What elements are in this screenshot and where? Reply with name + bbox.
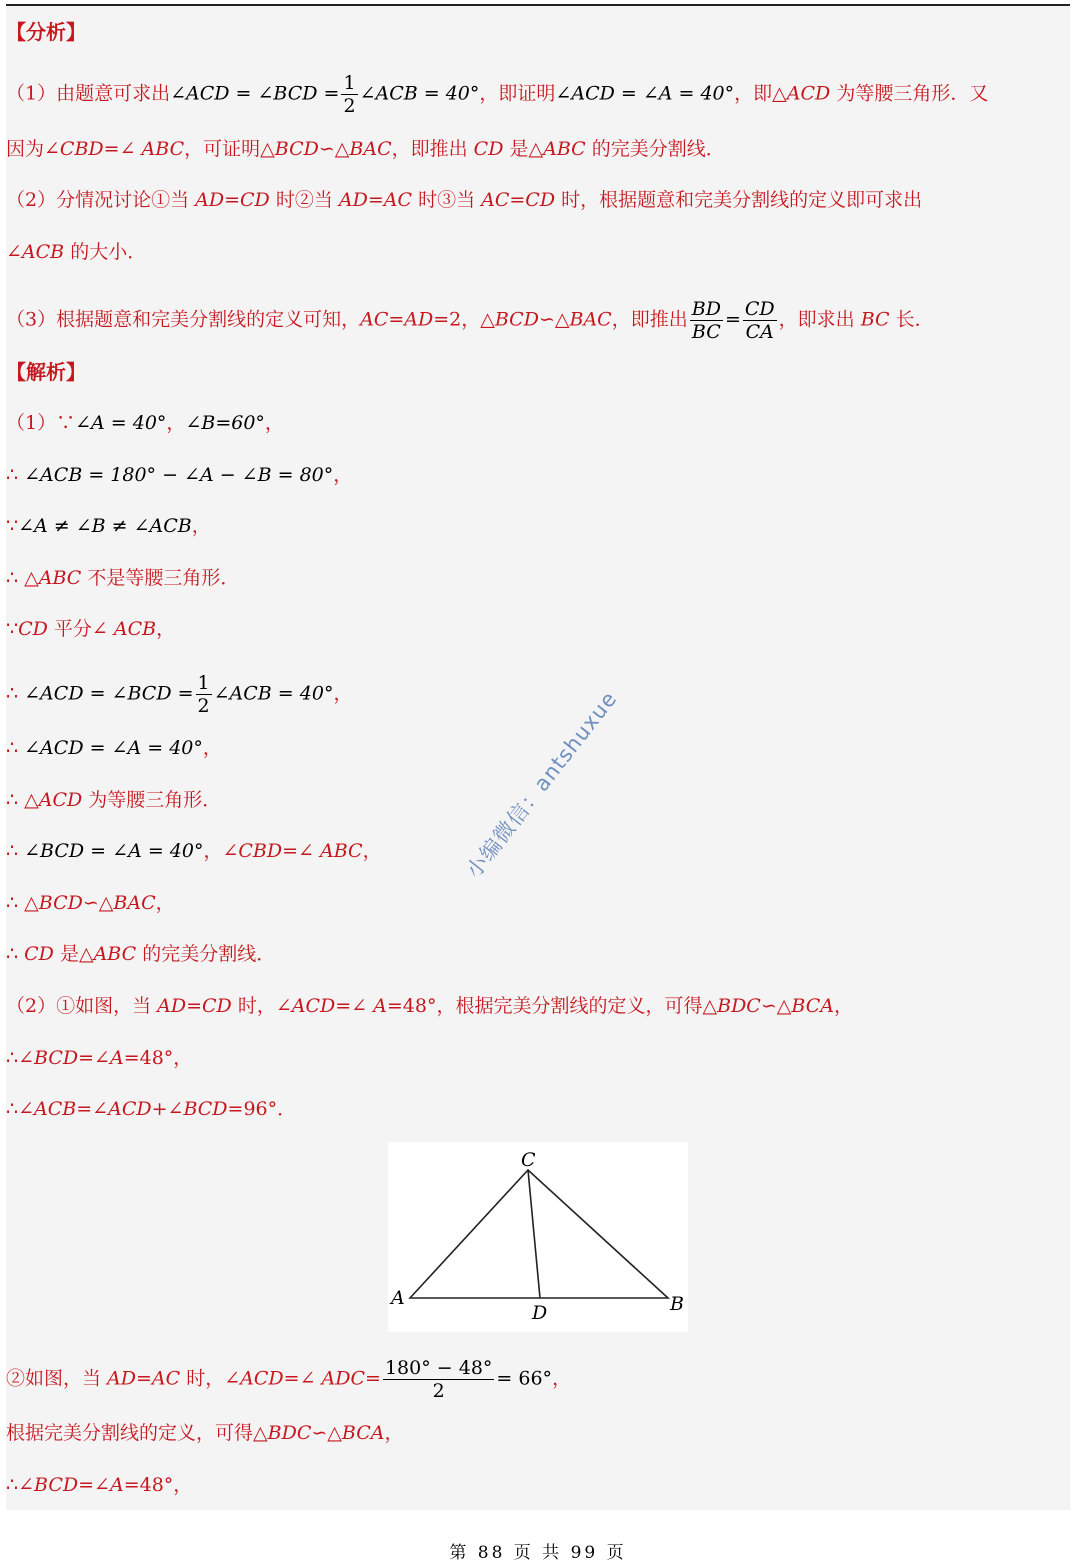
solution-line-8: ∴ △ACD 为等腰三角形． <box>6 789 222 811</box>
triangle-diagram <box>388 1142 688 1332</box>
solution-line-16: 根据完美分割线的定义，可得△BDC∽△BCA， <box>6 1422 404 1444</box>
analysis-heading: 【分析】 <box>6 20 86 44</box>
solution-line-14: ∴∠ACB=∠ACD+∠BCD=96°． <box>6 1098 297 1120</box>
solution-line-17: ∴∠BCD=∠A=48°， <box>6 1474 193 1496</box>
segment-cd <box>528 1170 540 1298</box>
page-footer: 第 88 页 共 99 页 <box>449 1543 627 1563</box>
label-a: A <box>391 1287 405 1309</box>
solution-line-11: ∴ CD 是△ABC 的完美分割线． <box>6 943 276 965</box>
solution-line-13: ∴∠BCD=∠A=48°， <box>6 1047 193 1069</box>
analysis-line-5: （3）根据题意和完美分割线的定义可知，AC=AD=2，△BCD∽△BAC，即推出 $\frac{BD}{BC}$ = $\frac{CD}{CA}$ ，即求出 BC 长． <box>6 298 934 343</box>
solution-line-12: （2）①如图，当 AD=CD 时，∠ACD=∠ A=48°，根据完美分割线的定义，可得△BDC∽△BCA， <box>6 995 853 1017</box>
analysis-line-1: （1）由题意可求出∠ACD = ∠BCD = $\frac{1}{2}$ ∠ACB = 40°，即证明∠ACD = ∠A = 40°，即△ACD 为等腰三角形．又 <box>6 72 989 117</box>
watermark: 小编微信：antshuxue <box>461 686 622 883</box>
analysis-line-2: 因为∠CBD=∠ ABC，可证明△BCD∽△BAC，即推出 CD 是△ABC 的完美分割线． <box>6 138 725 160</box>
solution-line-10: ∴ △BCD∽△BAC， <box>6 892 175 914</box>
solution-line-6: ∴ ∠ACD = ∠BCD = $\frac{1}{2}$ ∠ACB = 40°， <box>6 672 353 717</box>
solution-line-1: （1）∵∠A = 40°，∠B=60°， <box>6 412 284 434</box>
triangle-figure <box>388 1142 688 1332</box>
label-b: B <box>670 1293 684 1315</box>
solution-line-9: ∴ ∠BCD = ∠A = 40°，∠CBD=∠ ABC， <box>6 840 382 862</box>
solution-line-15: ②如图，当 AD=AC 时，∠ACD=∠ ADC= $\frac{180^\circ - 48^\circ}{2}$ = 66°， <box>6 1357 572 1402</box>
analysis-line-3: （2）分情况讨论①当 AD=CD 时②当 AD=AC 时③当 AC=CD 时，根据题意和完美分割线的定义即可求出 <box>6 189 923 211</box>
solution-line-7: ∴ ∠ACD = ∠A = 40°， <box>6 737 222 759</box>
top-rule <box>6 4 1070 6</box>
solution-line-2: ∴ ∠ACB = 180° − ∠A − ∠B = 80°， <box>6 464 353 486</box>
document-page <box>6 4 1070 1510</box>
label-d: D <box>532 1302 548 1324</box>
analysis-line-4: ∠ACB 的大小． <box>6 241 147 263</box>
solution-heading: 【解析】 <box>6 360 86 384</box>
label-c: C <box>521 1149 536 1171</box>
solution-line-3: ∵∠A ≠ ∠B ≠ ∠ACB， <box>6 515 211 537</box>
solution-line-4: ∴ △ABC 不是等腰三角形． <box>6 567 240 589</box>
solution-line-5: ∵CD 平分∠ ACB， <box>6 618 176 640</box>
